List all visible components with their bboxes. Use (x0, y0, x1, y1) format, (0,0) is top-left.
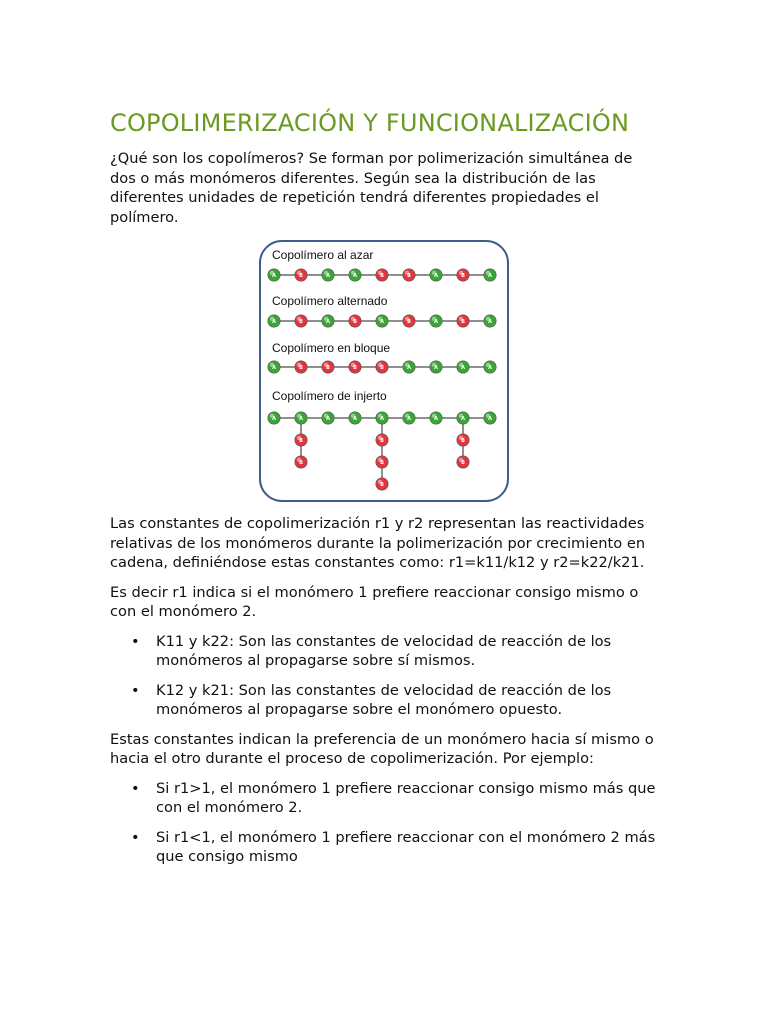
monomer-a-bead (322, 315, 334, 327)
monomer-a-bead (322, 269, 334, 281)
monomer-a-bead (430, 269, 442, 281)
monomer-a-bead (484, 315, 496, 327)
monomer-b-bead (349, 361, 361, 373)
graft-monomer-b-bead (295, 434, 307, 446)
monomer-a-bead (403, 412, 415, 424)
svg-text:B: B (326, 364, 330, 371)
monomer-b-bead (295, 315, 307, 327)
monomer-b-bead (295, 361, 307, 373)
monomer-b-bead (349, 315, 361, 327)
graft-monomer-b-bead (457, 434, 469, 446)
svg-text:A: A (326, 318, 330, 325)
copolymer-type-label: Copolímero en bloque (272, 341, 391, 355)
monomer-a-bead (295, 412, 307, 424)
svg-text:A: A (407, 364, 411, 371)
monomer-b-bead (457, 269, 469, 281)
monomer-a-bead (484, 361, 496, 373)
monomer-a-bead (376, 315, 388, 327)
svg-text:A: A (326, 415, 330, 422)
svg-text:A: A (488, 272, 492, 279)
svg-text:A: A (434, 318, 438, 325)
monomer-a-bead (268, 269, 280, 281)
document-content (110, 108, 660, 877)
svg-text:B: B (407, 272, 411, 279)
svg-text:B: B (461, 272, 465, 279)
svg-text:A: A (461, 364, 465, 371)
monomer-b-bead (295, 269, 307, 281)
monomer-b-bead (403, 315, 415, 327)
monomer-a-bead (457, 412, 469, 424)
svg-text:B: B (299, 437, 303, 444)
list-item: • K11 y k22: Son las constantes de velocidad de reacción de los monómeros al propagarse sobre sí mismos. (156, 632, 660, 671)
svg-text:B: B (299, 364, 303, 371)
monomer-a-bead (484, 269, 496, 281)
svg-text:A: A (488, 415, 492, 422)
monomer-a-bead (322, 412, 334, 424)
copolymer-diagram-svg (259, 240, 509, 502)
monomer-b-bead (376, 269, 388, 281)
monomer-a-bead (430, 315, 442, 327)
paragraph-r1: Es decir r1 indica si el monómero 1 prefiere reaccionar consigo mismo o con el monómero 2. (110, 583, 639, 620)
svg-text:B: B (353, 318, 357, 325)
graft-monomer-b-bead (457, 456, 469, 468)
page-title: COPOLIMERIZACIÓN Y FUNCIONALIZACIÓN (110, 109, 630, 137)
svg-text:A: A (326, 272, 330, 279)
monomer-a-bead (430, 412, 442, 424)
monomer-a-bead (268, 361, 280, 373)
copolymer-type-label: Copolímero de injerto (272, 389, 387, 403)
svg-text:A: A (488, 318, 492, 325)
svg-text:B: B (407, 318, 411, 325)
svg-text:B: B (380, 437, 384, 444)
monomer-a-bead (349, 412, 361, 424)
svg-text:B: B (299, 459, 303, 466)
monomer-a-bead (376, 412, 388, 424)
monomer-b-bead (376, 361, 388, 373)
svg-text:B: B (299, 318, 303, 325)
graft-monomer-b-bead (376, 434, 388, 446)
svg-text:A: A (272, 272, 276, 279)
list-item: • Si r1<1, el monómero 1 prefiere reaccionar con el monómero 2 más que consigo mismo (156, 828, 660, 867)
copolymer-type-label: Copolímero alternado (272, 294, 388, 308)
intro-paragraph: ¿Qué son los copolímeros? Se forman por polimerización simultánea de dos o más monómeros diferentes. Según sea la distribución de las diferentes unidades de repetición tendrá diferentes propiedades el polímero. (110, 150, 633, 226)
paragraph-preference: Estas constantes indican la preferencia de un monómero hacia sí mismo o hacia el otro durante el proceso de copolimerización. Por ejemplo: (110, 730, 654, 767)
svg-text:B: B (461, 318, 465, 325)
graft-monomer-b-bead (295, 456, 307, 468)
monomer-a-bead (484, 412, 496, 424)
copolymer-type-label: Copolímero al azar (272, 248, 374, 262)
svg-text:B: B (380, 481, 384, 488)
monomer-a-bead (268, 315, 280, 327)
monomer-a-bead (268, 412, 280, 424)
graft-monomer-b-bead (376, 478, 388, 490)
monomer-b-bead (457, 315, 469, 327)
svg-text:A: A (380, 415, 384, 422)
svg-text:B: B (461, 459, 465, 466)
svg-text:B: B (299, 272, 303, 279)
svg-text:A: A (353, 415, 357, 422)
paragraph-constants: Las constantes de copolimerización r1 y r2 representan las reactividades relativas de los monómeros durante la polimerización por crecimiento en cadena, definiéndose estas constantes como: r1=k11/k12 y r2=k22/k21. (110, 515, 646, 571)
svg-text:A: A (407, 415, 411, 422)
svg-text:A: A (434, 364, 438, 371)
monomer-a-bead (349, 269, 361, 281)
monomer-a-bead (430, 361, 442, 373)
list-item: • K12 y k21: Son las constantes de velocidad de reacción de los monómeros al propagarse sobre el monómero opuesto. (156, 681, 660, 720)
svg-text:A: A (380, 318, 384, 325)
svg-text:B: B (380, 364, 384, 371)
bullet-list-rate-constants (110, 632, 660, 720)
svg-text:A: A (353, 272, 357, 279)
svg-text:A: A (272, 318, 276, 325)
svg-text:A: A (299, 415, 303, 422)
svg-text:A: A (272, 415, 276, 422)
monomer-b-bead (403, 269, 415, 281)
graft-monomer-b-bead (376, 456, 388, 468)
svg-text:B: B (461, 437, 465, 444)
svg-text:A: A (272, 364, 276, 371)
list-item: • Si r1>1, el monómero 1 prefiere reaccionar consigo mismo más que con el monómero 2. (156, 779, 660, 818)
svg-text:B: B (380, 272, 384, 279)
monomer-a-bead (457, 361, 469, 373)
bullet-list-examples (110, 779, 660, 867)
svg-text:B: B (353, 364, 357, 371)
monomer-a-bead (403, 361, 415, 373)
svg-text:A: A (434, 272, 438, 279)
monomer-b-bead (322, 361, 334, 373)
svg-text:A: A (434, 415, 438, 422)
svg-text:B: B (380, 459, 384, 466)
copolymer-diagram (259, 240, 509, 502)
svg-text:A: A (488, 364, 492, 371)
svg-text:A: A (461, 415, 465, 422)
